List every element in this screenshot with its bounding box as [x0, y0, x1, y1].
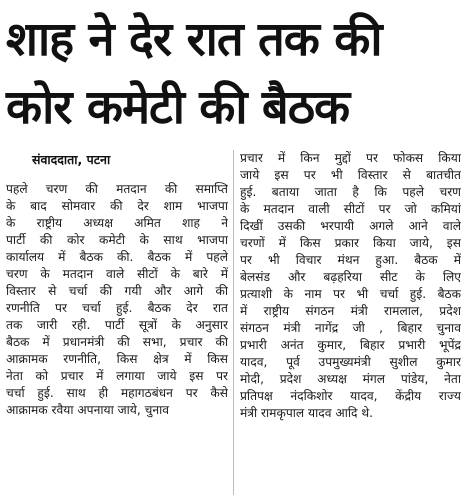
text-line: कार्यालय में बैठक की. बैठक में पहले — [6, 250, 228, 264]
headline-line-1: शाह ने देर रात तक की — [6, 12, 382, 67]
text-line: मोदी, प्रदेश अध्यक्ष मंगल पांडेय, नेता — [240, 372, 461, 386]
text-line: के मतदान वाली सीटों पर जो कमियां — [240, 202, 461, 216]
text-line: प्रभारी अनंत कुमार, बिहार प्रभारी भूपेंद्र — [240, 338, 461, 352]
text-line: प्रचार में किन मुद्दों पर फोकस किया — [240, 151, 461, 165]
text-line: चरणों में किस प्रकार किया जाये, इस — [240, 236, 461, 250]
text-line: आक्रामक रणनीति, किस क्षेत्र में किस — [6, 352, 228, 366]
text-line: नेता को प्रचार में लगाया जाये इस पर — [6, 369, 228, 383]
text-line: संगठन मंत्री नागेंद्र जी , बिहार चुनाव — [240, 321, 461, 335]
text-line: प्रत्याशी के नाम पर भी चर्चा हुई. बैठक — [240, 287, 461, 301]
text-line: पहले चरण की मतदान की समाप्ति — [6, 182, 228, 196]
article-column-right — [240, 150, 461, 422]
text-line: तक जारी रही. पार्टी सूत्रों के अनुसार — [6, 318, 228, 332]
text-line: के राष्ट्रीय अध्यक्ष अमित शाह ने — [6, 216, 228, 230]
text-line: पर भी विचार मंथन हुआ. बैठक में — [240, 253, 461, 267]
text-line: बैठक में प्रधानमंत्री की सभा, प्रचार की — [6, 335, 228, 349]
text-line: आक्रामक रवैया अपनाया जाये, चुनाव — [6, 403, 170, 417]
text-line: चरण के मतदान वाले सीटों के बारे में — [6, 267, 228, 281]
text-line: मंत्री रामकृपाल यादव आदि थे. — [240, 406, 374, 420]
text-line: बेलसंड और बढ़हरिया सीट के लिए — [240, 270, 461, 284]
text-line: हुई. बताया जाता है कि पहले चरण — [240, 185, 461, 199]
text-line: चर्चा हुई. साथ ही महागठबंधन पर कैसे — [6, 386, 228, 400]
headline-line-2: कोर कमेटी की बैठक — [6, 80, 350, 135]
text-line: जाये इस पर भी विस्तार से बातचीत — [240, 168, 461, 182]
article-column-left — [6, 181, 228, 419]
text-line: रणनीति पर चर्चा हुई. बैठक देर रात — [6, 301, 228, 315]
text-line: में राष्ट्रीय संगठन मंत्री रामलाल, प्रदेश — [240, 304, 461, 318]
text-line: के बाद सोमवार की देर शाम भाजपा — [6, 199, 228, 213]
byline: संवाददाता, पटना — [32, 152, 111, 167]
text-line: यादव, पूर्व उपमुख्यमंत्री सुशील कुमार — [240, 355, 461, 369]
text-line: पार्टी की कोर कमेटी के साथ भाजपा — [6, 233, 228, 247]
column-divider — [233, 150, 234, 495]
text-line: विस्तार से चर्चा की गयी और आगे की — [6, 284, 228, 298]
text-line: दिखीं उसकी भरपायी अगले आने वाले — [240, 219, 461, 233]
text-line: प्रतिपक्ष नंदकिशोर यादव, केंद्रीय राज्य — [240, 389, 461, 403]
